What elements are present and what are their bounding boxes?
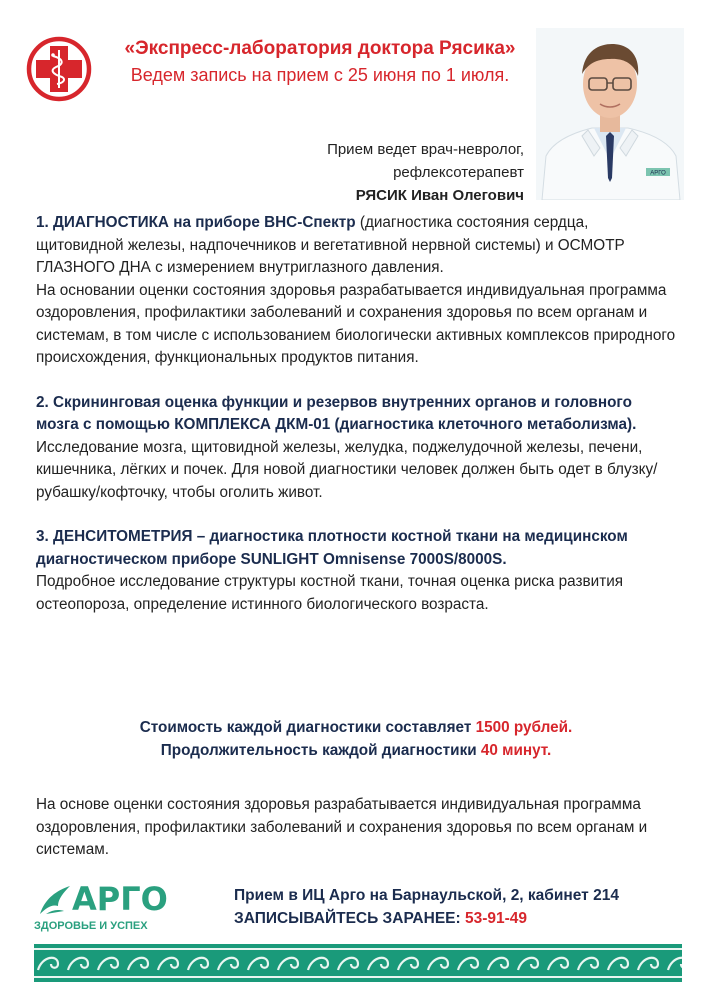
cost-label: Стоимость каждой диагностики составляет (139, 719, 476, 736)
price-block (36, 716, 676, 762)
page-title: «Экспресс-лаборатория доктора Рясика» (124, 38, 516, 59)
doctor-specialty-line2: рефлексотерапевт (393, 164, 524, 181)
duration-line (36, 739, 676, 762)
wave-ornament (34, 944, 682, 982)
header (100, 36, 540, 88)
cost-line (36, 716, 676, 739)
service-heading (36, 392, 676, 437)
contact-block (234, 884, 684, 930)
service-section (36, 526, 676, 616)
doctor-name: РЯСИК Иван Олегович (355, 187, 524, 204)
service-heading-rest: (диагностика состояния сердца, щитовидной железы, надпочечников и вегетативной нервной системы) и ОСМОТР ГЛАЗНОГО ДНА с измерением внутриглазного давления. (36, 214, 625, 276)
service-heading-bold: 2. Скрининговая оценка функции и резервов внутренних органов и головного мозга с помощью КОМПЛЕКСА ДКМ-01 (диагностика клеточного метаболизма). (36, 393, 637, 433)
wing-icon (38, 884, 72, 916)
phone-number[interactable]: 53-91-49 (464, 910, 528, 927)
service-heading-bold: 1. ДИАГНОСТИКА на приборе ВНС-Спектр (36, 214, 356, 231)
doctor-info (250, 138, 524, 207)
services-list (36, 212, 676, 636)
argo-tagline: ЗДОРОВЬЕ И УСПЕХ (34, 920, 148, 932)
duration-label: Продолжительность каждой диагностики (160, 742, 481, 759)
service-heading (36, 212, 676, 280)
medical-cross-icon (26, 36, 92, 102)
address: Прием в ИЦ Арго на Барнаульской, 2, кабинет 214 (234, 887, 619, 904)
appointment-dates: Ведем запись на прием с 25 июня по 1 июля. (130, 65, 510, 85)
doctor-specialty-line1: Прием ведет врач-невролог, (327, 141, 524, 158)
service-section (36, 392, 676, 505)
duration-value: 40 минут. (480, 742, 552, 759)
argo-logo (34, 882, 179, 934)
signup-line (234, 907, 684, 930)
service-section (36, 212, 676, 370)
argo-name: АРГО (72, 880, 168, 918)
cost-value: 1500 рублей. (475, 719, 573, 736)
service-description: Подробное исследование структуры костной ткани, точная оценка риска развития остеопороза, определение истинного биологического возраста. (36, 573, 624, 613)
service-description: Исследование мозга, щитовидной железы, желудка, поджелудочной железы, печени, кишечника, лёгких и почек. Для новой диагностики человек должен быть одет в блузку/рубашку/кофточку, чтобы оголить живот. (36, 438, 658, 501)
badge-label: АРГО (650, 170, 666, 177)
doctor-photo (536, 28, 684, 200)
service-heading (36, 526, 676, 571)
service-description: На основании оценки состояния здоровья разрабатывается индивидуальная программа оздоровления, профилактики заболеваний и сохранения здоровья по всем органам и системам, в том числе с использованием биологически активных комплексов природного происхождения, функциональных продуктов питания. (36, 281, 676, 366)
summary-paragraph: На основе оценки состояния здоровья разрабатывается индивидуальная программа оздоровления, профилактики заболеваний и сохранения здоровья по всем органам и системам. (36, 796, 648, 858)
service-heading-bold: 3. ДЕНСИТОМЕТРИЯ – диагностика плотности костной ткани на медицинском диагностическом приборе SUNLIGHT Omnisense 7000S/8000S. (36, 528, 628, 568)
signup-label: ЗАПИСЫВАЙТЕСЬ ЗАРАНЕЕ: (234, 910, 465, 927)
